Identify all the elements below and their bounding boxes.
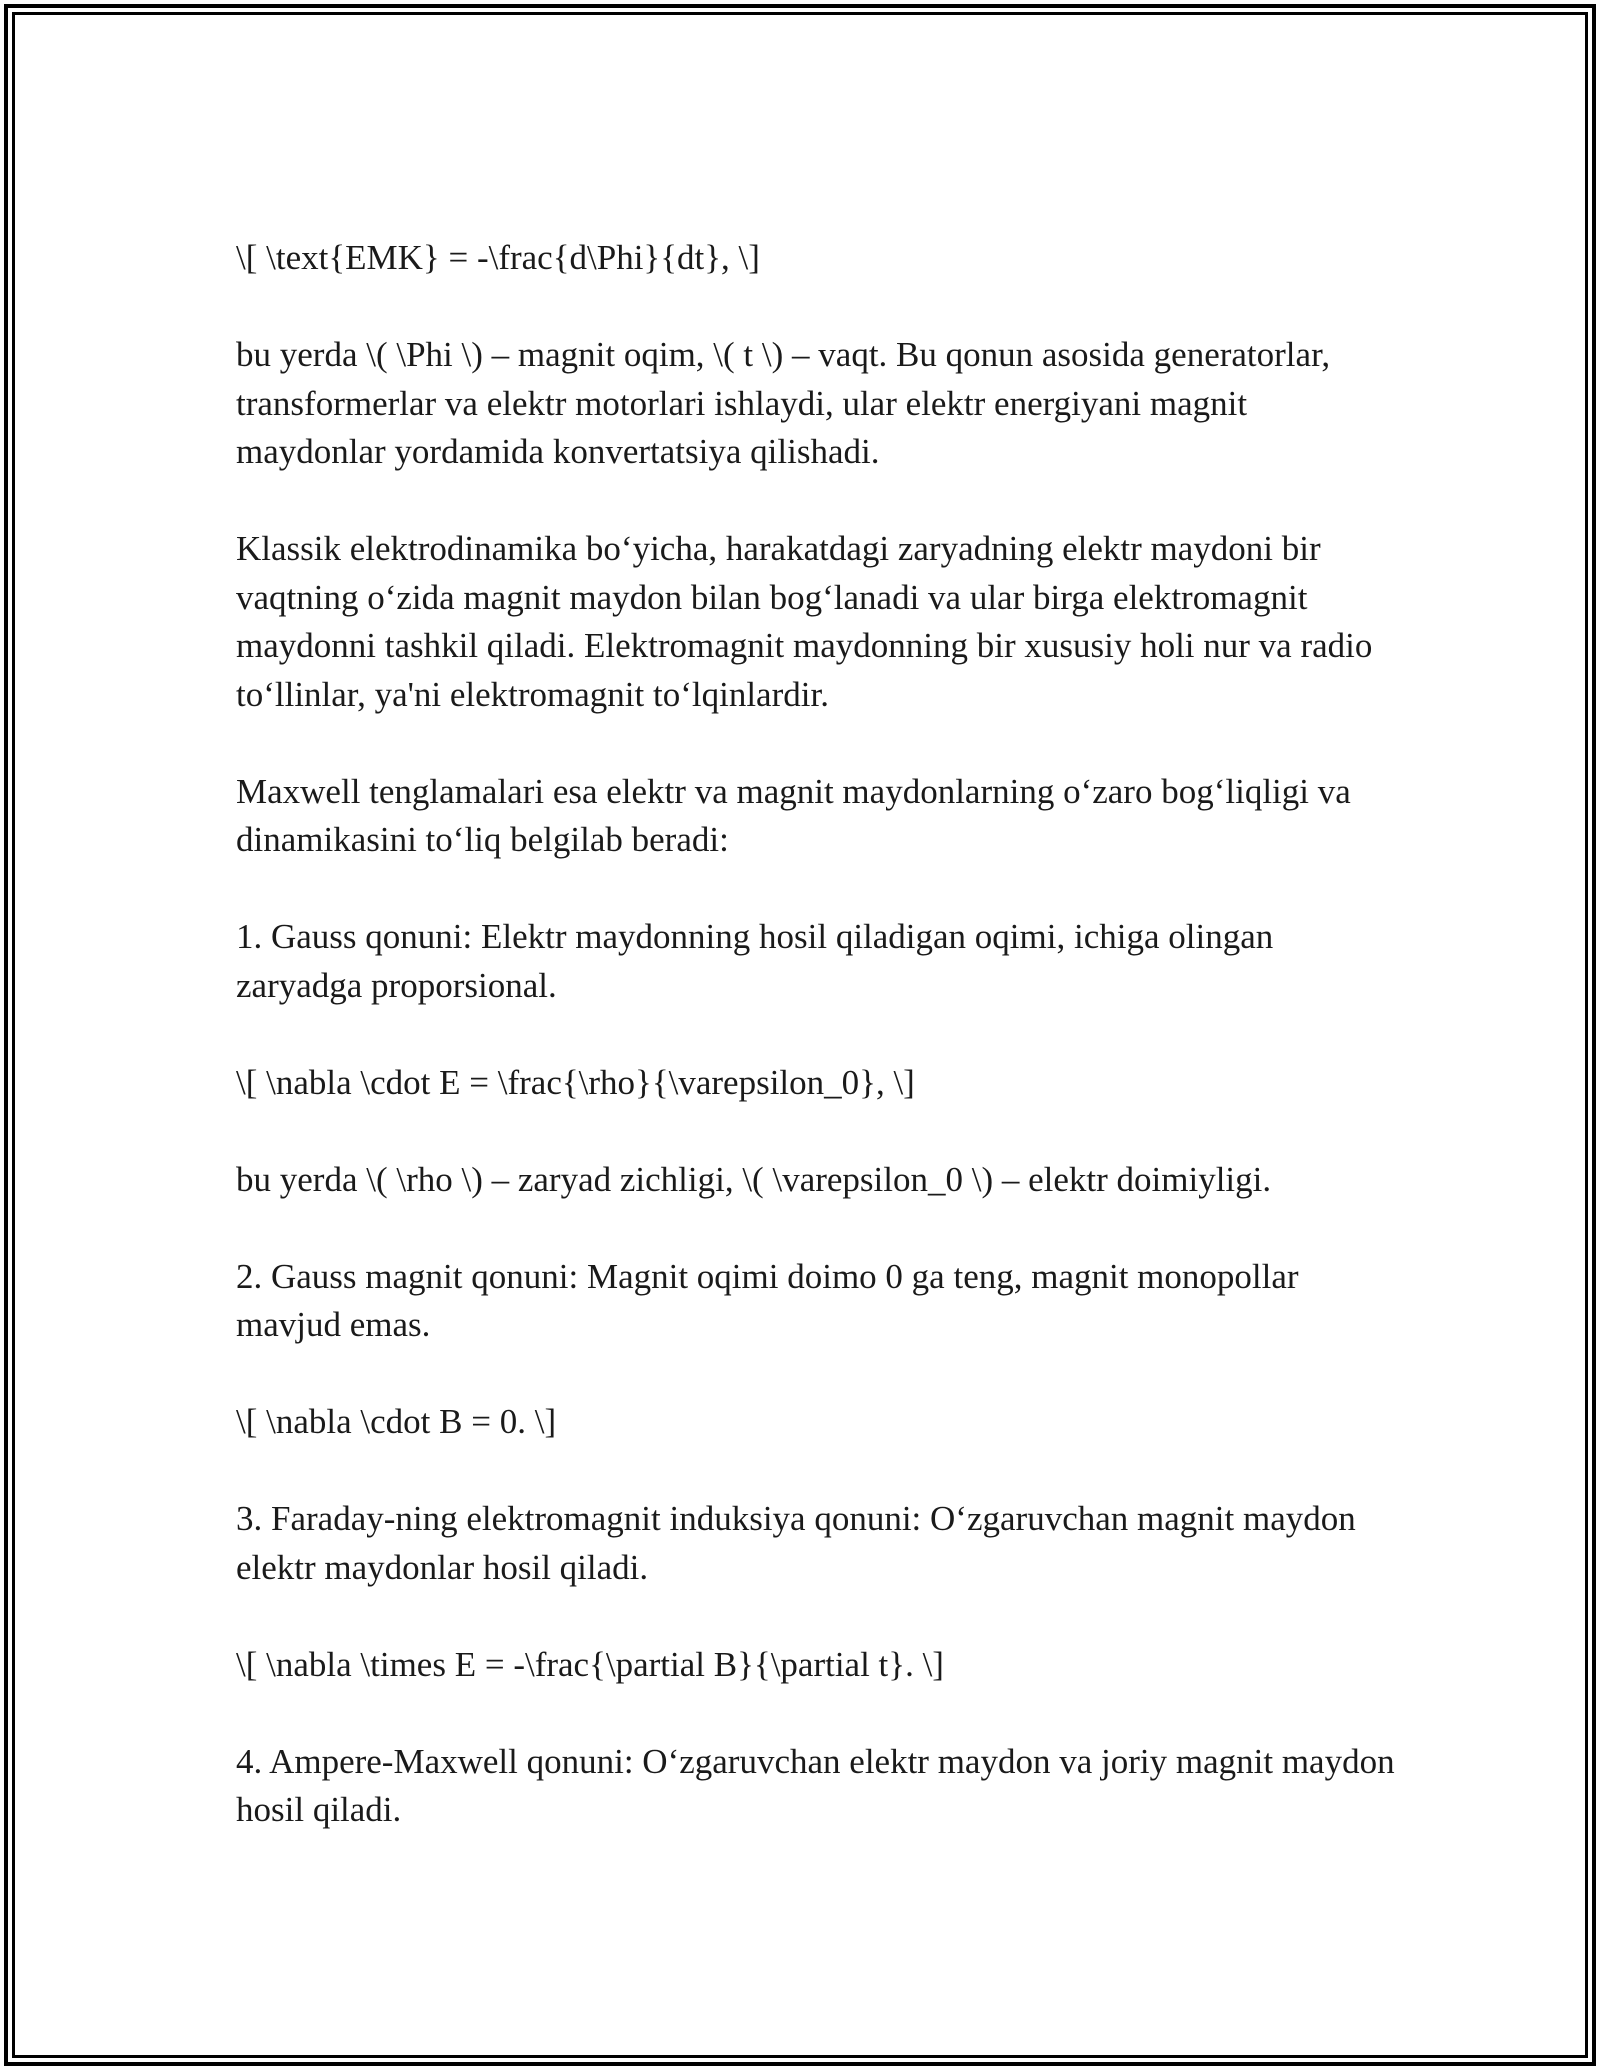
list-item-gauss-law: 1. Gauss qonuni: Elektr maydonning hosil qiladigan oqimi, ichiga olingan zaryadga proporsional. <box>236 917 1274 1005</box>
paragraph-emk-explanation: bu yerda \( \Phi \) – magnit oqim, \( t \) – vaqt. Bu qonun asosida generatorlar, transformerlar va elektr motorlari ishlaydi, ular elektr energiyani magnit maydonlar yordamida konvertatsiya qilishadi. <box>236 335 1331 471</box>
equation-faraday-law: \[ \nabla \times E = -\frac{\partial B}{\partial t}. \] <box>236 1644 944 1684</box>
document-body <box>236 234 1396 1835</box>
paragraph-maxwell-intro: Maxwell tenglamalari esa elektr va magnit maydonlarning o‘zaro bog‘liqligi va dinamikasini to‘liq belgilab beradi: <box>236 771 1351 859</box>
list-item-faraday-law: 3. Faraday-ning elektromagnit induksiya qonuni: O‘zgaruvchan magnit maydon elektr maydonlar hosil qiladi. <box>236 1499 1356 1587</box>
list-item-ampere-maxwell-law: 4. Ampere-Maxwell qonuni: O‘zgaruvchan elektr maydon va joriy magnit maydon hosil qiladi. <box>236 1741 1395 1829</box>
paragraph-classical-electrodynamics: Klassik elektrodinamika bo‘yicha, harakatdagi zaryadning elektr maydoni bir vaqtning o‘zida magnit maydon bilan bog‘lanadi va ular birga elektromagnit maydonni tashkil qiladi. Elektromagnit maydonning bir xususiy holi nur va radio to‘llinlar, ya'ni elektromagnit to‘lqinlardir. <box>236 529 1373 714</box>
equation-gauss-law: \[ \nabla \cdot E = \frac{\rho}{\varepsilon_0}, \] <box>236 1062 915 1102</box>
equation-emk: \[ \text{EMK} = -\frac{d\Phi}{dt}, \] <box>236 238 760 277</box>
equation-gauss-magnetic-law: \[ \nabla \cdot B = 0. \] <box>236 1402 557 1441</box>
paragraph-gauss-explanation: bu yerda \( \rho \) – zaryad zichligi, \( \varepsilon_0 \) – elektr doimiyligi. <box>236 1159 1272 1199</box>
list-item-gauss-magnetic-law: 2. Gauss magnit qonuni: Magnit oqimi doimo 0 ga teng, magnit monopollar mavjud emas. <box>236 1256 1299 1344</box>
